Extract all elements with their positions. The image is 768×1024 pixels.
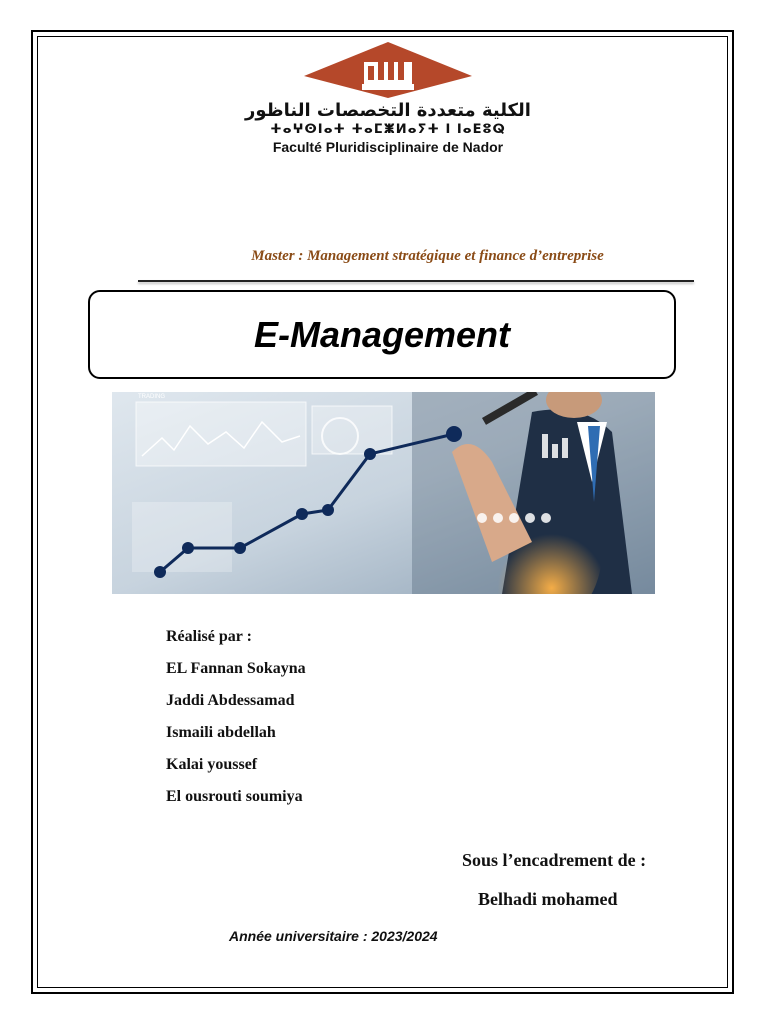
title-box	[88, 290, 676, 379]
supervision-label: Sous l’encadrement de :	[462, 850, 647, 870]
author-name: Kalai youssef	[166, 756, 258, 773]
academic-year: Année universitaire : 2023/2024	[229, 928, 438, 944]
divider-rule	[138, 280, 694, 282]
author-name: El ousrouti soumiya	[166, 788, 303, 805]
faculty-name-arabic: الكلية متعددة التخصصات الناظور	[245, 100, 531, 121]
faculty-logo	[198, 40, 578, 158]
master-program: Master : Management stratégique et finance d’entreprise	[251, 248, 604, 264]
faculty-name-tifinagh: ⵜⴰⵖⵙⵏⴰⵜ ⵜⴰⵎⵥⵍⴰⵢⵜ ⵏ ⵏⴰⴹⵓⵕ	[270, 122, 506, 137]
trading-label: TRADING	[138, 394, 165, 400]
author-name: Jaddi Abdessamad	[166, 692, 295, 709]
authors-heading: Réalisé par :	[166, 628, 252, 645]
faculty-name-french: Faculté Pluridisciplinaire de Nador	[272, 139, 504, 155]
author-name: Ismaili abdellah	[166, 724, 276, 741]
authors-block	[166, 624, 306, 816]
business-chart-illustration-icon	[112, 392, 655, 594]
faculty-emblem-icon	[302, 40, 474, 100]
supervisor-name: Belhadi mohamed	[478, 889, 618, 909]
author-name: EL Fannan Sokayna	[166, 660, 306, 677]
document-title: E-Management	[253, 313, 511, 355]
